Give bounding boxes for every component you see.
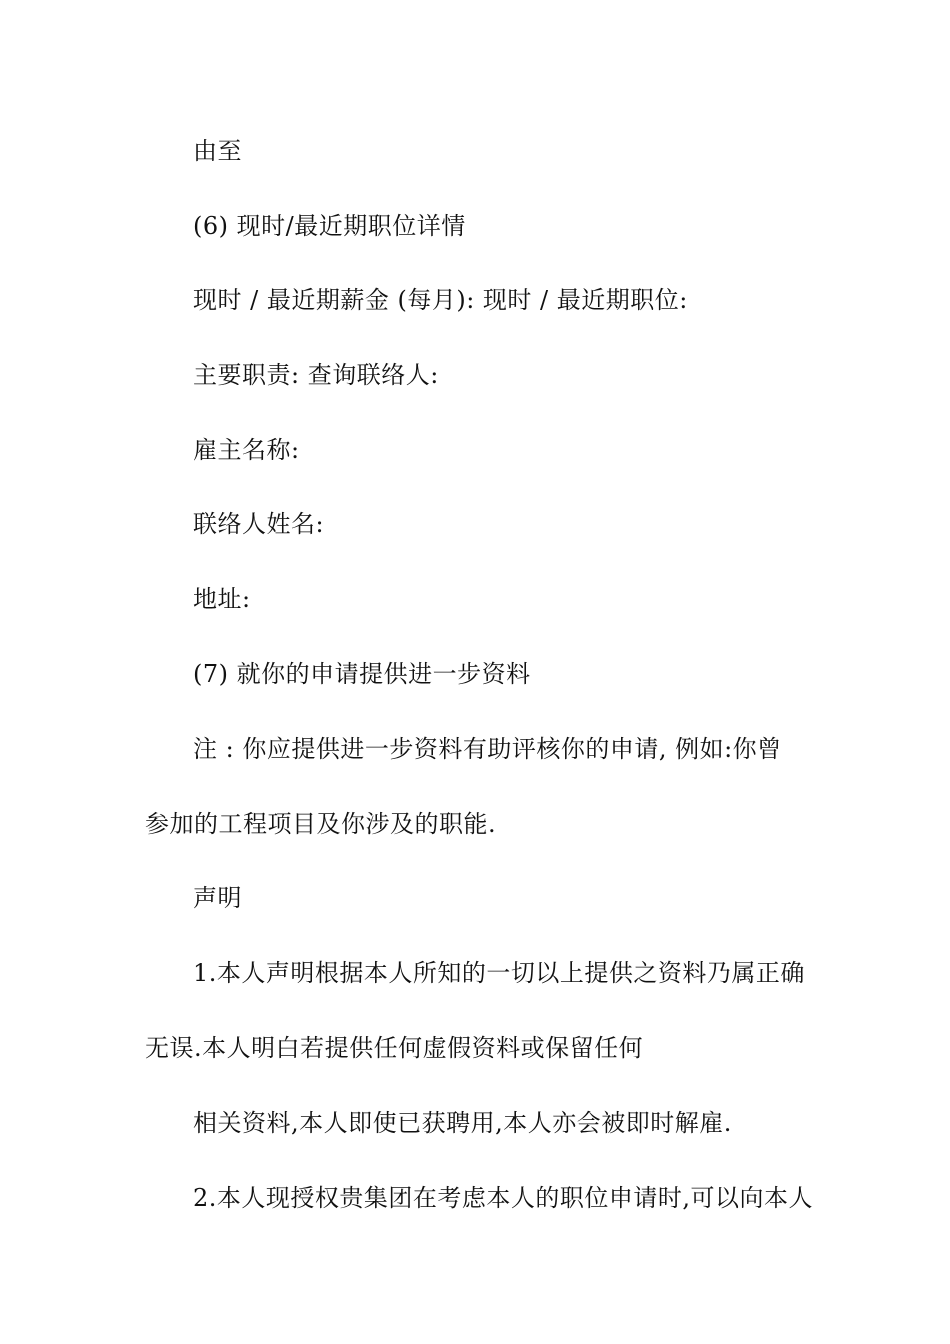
text-line-from-to: 由至: [193, 137, 242, 165]
declaration-item-2-line-1: 2.本人现授权贵集团在考虑本人的职位申请时,可以向本人: [193, 1184, 814, 1212]
declaration-heading: 声明: [193, 884, 242, 912]
note-paragraph-line-1: 注 : 你应提供进一步资料有助评核你的申请, 例如:你曾: [193, 735, 782, 763]
section-heading-7: (7) 就你的申请提供进一步资料: [193, 660, 531, 688]
duties-contact-field-label: 主要职责: 查询联络人:: [193, 361, 439, 389]
employer-name-field-label: 雇主名称:: [193, 436, 300, 464]
contact-name-field-label: 联络人姓名:: [193, 510, 325, 538]
section-heading-6: (6) 现时/最近期职位详情: [193, 212, 466, 240]
address-field-label: 地址:: [193, 585, 251, 613]
declaration-item-1-line-3: 相关资料,本人即使已获聘用,本人亦会被即时解雇.: [193, 1109, 732, 1137]
declaration-item-1-line-2: 无误.本人明白若提供任何虚假资料或保留任何: [145, 1034, 644, 1062]
declaration-item-1-line-1: 1.本人声明根据本人所知的一切以上提供之资料乃属正确: [193, 959, 805, 987]
note-paragraph-line-2: 参加的工程项目及你涉及的职能.: [145, 810, 497, 838]
salary-position-field-label: 现时 / 最近期薪金 (每月): 现时 / 最近期职位:: [193, 286, 688, 314]
